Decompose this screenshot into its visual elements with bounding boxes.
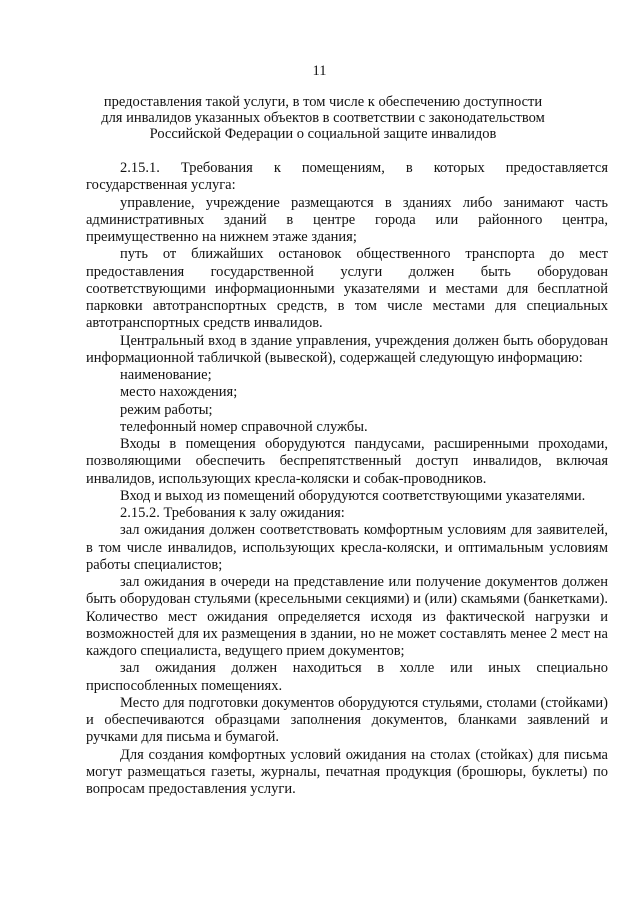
paragraph: Для создания комфортных условий ожидания на столах (стойках) для письма могут размещаться газеты, журналы, печатная продукция (брошюры, буклеты) по вопросам предоставления услуги.: [86, 746, 608, 797]
list-item: место нахождения;: [120, 384, 238, 401]
section-heading: предоставления такой услуги, в том числе к обеспечению доступности для инвалидов указанных объектов в соответствии с законодательством Российской Федерации о социальной защите инвалидов: [101, 94, 545, 142]
document-body: [86, 160, 608, 798]
paragraph: зал ожидания в очереди на представление или получение документов должен быть оборудован стульями (кресельными секциями) и (или) скамьями (банкетками). Количество мест ожидания определяется исходя из фактической нагрузки и возможностей для их размещения в здании, но не может составлять менее 2 мест на каждого специалиста, ведущего прием документов;: [86, 574, 608, 659]
paragraph: 2.15.2. Требования к залу ожидания:: [120, 505, 345, 521]
paragraph: Место для подготовки документов оборудуются стульями, столами (стойками) и обеспечиваются образцами заполнения документов, бланками заявлений и ручками для письма и бумагой.: [86, 694, 608, 746]
paragraph: Входы в помещения оборудуются пандусами, расширенными проходами, позволяющими обеспечить беспрепятственный доступ инвалидов, включая инвалидов, использующих кресла-коляски и собак-проводников.: [86, 436, 608, 487]
page-number: 11: [312, 63, 327, 79]
paragraph: управление, учреждение размещаются в зданиях либо занимают часть административных зданий в центре города или районного центра, преимущественно на нижнем этаже здания;: [86, 194, 608, 245]
list-item: телефонный номер справочной службы.: [120, 418, 368, 435]
paragraph: зал ожидания должен находиться в холле или иных специально приспособленных помещениях.: [86, 660, 608, 694]
list-item: наименование;: [120, 367, 212, 383]
paragraph: путь от ближайших остановок общественного транспорта до мест предоставления государственной услуги должен быть оборудован соответствующими информационными указателями и местами для бесплатной парковки автотранспортных средств, в том числе местами для специальных автотранспортных средств инвалидов.: [86, 246, 608, 332]
paragraph: зал ожидания должен соответствовать комфортным условиям для заявителей, в том числе инвалидов, использующих кресла-коляски, и оптимальным условиям работы специалистов;: [86, 522, 608, 573]
paragraph: 2.15.1. Требования к помещениям, в которых предоставляется государственная услуга:: [86, 160, 608, 194]
paragraph: Вход и выход из помещений оборудуются соответствующими указателями.: [120, 487, 586, 504]
paragraph: Центральный вход в здание управления, учреждения должен быть оборудован информационной табличкой (вывеской), содержащей следующую информацию:: [86, 332, 608, 366]
list-item: режим работы;: [120, 401, 213, 418]
